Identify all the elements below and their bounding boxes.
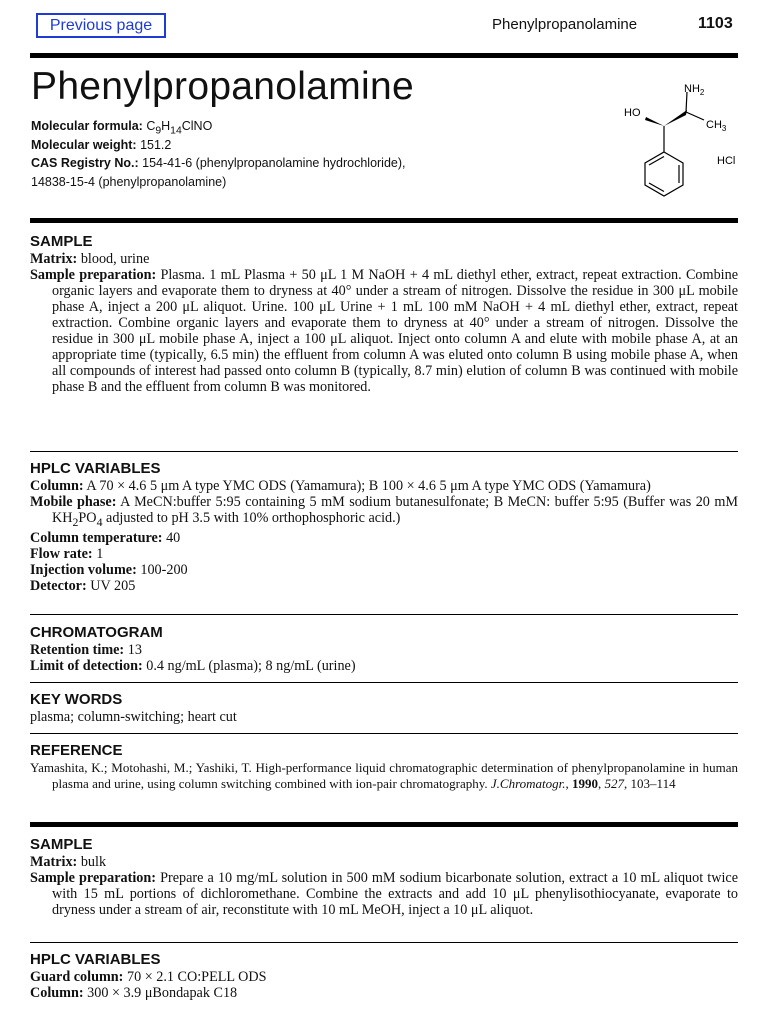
hplc-heading: HPLC VARIABLES <box>30 951 161 968</box>
matrix-field: Matrix: blood, urine <box>30 251 150 267</box>
guard-column-field: Guard column: 70 × 2.1 CO:PELL ODS <box>30 969 267 985</box>
divider <box>30 733 738 734</box>
matrix-field: Matrix: bulk <box>30 854 107 870</box>
running-title: Phenylpropanolamine <box>492 16 638 33</box>
flow-rate-field: Flow rate: 1 <box>30 545 104 562</box>
chromatogram-section <box>30 624 738 674</box>
benzene-ring <box>645 152 683 196</box>
keywords-text: plasma; column-switching; heart cut <box>30 709 237 725</box>
cas-registry-cont: 14838-15-4 (phenylpropanolamine) <box>31 175 227 189</box>
limit-of-detection-field: Limit of detection: 0.4 ng/mL (plasma); 8 ng/mL (urine) <box>30 658 356 674</box>
hplc-section-1 <box>30 460 738 594</box>
molecular-formula <box>31 119 212 137</box>
formula-label: Molecular formula: <box>31 119 143 133</box>
hplc-heading: HPLC VARIABLES <box>30 460 161 477</box>
keywords-heading: KEY WORDS <box>30 691 123 708</box>
mobile-phase-field: Mobile phase: A MeCN:buffer 5:95 containing 5 mM sodium butanesulfonate; B MeCN: buffer 5:95 (Buffer was 20 mM $KH_2PO_4$ adjusted to pH 3.5 with 10% orthophosphoric acid.) <box>30 494 739 529</box>
sample-section-1 <box>30 233 738 395</box>
divider <box>30 682 738 683</box>
reference-citation: Yamashita, K.; Motohashi, M.; Yashiki, T. High-performance liquid chromatographic determination of phenylpropanolamine in human plasma and urine, using column switching combined with ion-pair chromatography. J.Chromatogr., 1990, 527, 103–114 <box>30 760 738 791</box>
column-temperature-field: Column temperature: 40 <box>30 529 181 546</box>
title-bottom-rule <box>30 218 738 223</box>
reference-section <box>30 742 738 791</box>
detector-field: Detector: UV 205 <box>30 577 136 594</box>
chromatogram-heading: CHROMATOGRAM <box>30 624 163 641</box>
retention-time-field: Retention time: 13 <box>30 642 142 658</box>
previous-page-button[interactable]: Previous page <box>36 13 166 38</box>
ho-label: HO <box>624 107 641 119</box>
hcl-label: HCl <box>717 155 736 167</box>
keywords-section <box>30 691 738 725</box>
divider <box>30 451 738 452</box>
nh2-label: $NH_2$ <box>684 83 705 97</box>
page-number: 1103 <box>698 15 733 32</box>
sample-prep-field: Sample preparation: Prepare a 10 mg/mL solution in 500 mM sodium bicarbonate solution, extract a 10 mL aliquot twice with 15 mL portions of dichloromethane. Combine the extracts and add 10 μL phenylisothiocyanate, evaporate to dryness under a stream of air, reconstitute with 10 mL MeOH, inject a 10 μL aliquot. <box>30 870 739 918</box>
sample-heading: SAMPLE <box>30 233 93 250</box>
molecular-weight: Molecular weight: 151.2 <box>31 138 172 152</box>
sample-section-2 <box>30 836 738 918</box>
formula-value: $C_9H_{14}ClNO$ <box>146 119 213 137</box>
injection-volume-field: Injection volume: 100-200 <box>30 561 188 578</box>
wedge-bond-1 <box>664 110 687 126</box>
divider <box>30 942 738 943</box>
column-field: Column: 300 × 3.9 μBondapak C18 <box>30 985 238 1001</box>
sample-heading: SAMPLE <box>30 836 93 853</box>
divider <box>30 614 738 615</box>
methyl-bond <box>686 112 704 120</box>
cas-registry: CAS Registry No.: 154-41-6 (phenylpropanolamine hydrochloride), <box>31 156 406 170</box>
chemical-structure <box>600 78 745 203</box>
compound-title: Phenylpropanolamine <box>31 65 414 108</box>
wedge-bond-2 <box>645 117 664 126</box>
amine-bond <box>686 92 687 112</box>
sample-prep-field: Sample preparation: Plasma. 1 mL Plasma + 50 μL 1 M NaOH + 4 mL diethyl ether, extract, repeat extraction. Combine organic layers and evaporate them to dryness at 40° under a stream of nitrogen. Dissolve the residue in 300 μL mobile phase A, inject a 200 μL aliquot. Urine. 100 μL Urine + 1 mL 100 mM NaOH + 4 mL diethyl ether, extract, repeat extraction. Combine organic layers and evaporate them to dryness at 40° under a stream of nitrogen. Dissolve the residue in 300 μL mobile phase A, inject a 100 μL aliquot. Inject onto column A and elute with mobile phase A, at an appropriate time (typically, 6.5 min) the effluent from column A was eluted onto column B using mobile phase A, when all compounds of interest had passed onto column B (typically, 8.7 min) elution of column B was continued with mobile phase B and the effluent from column B was monitored. <box>30 267 738 395</box>
ch3-label: $CH_3$ <box>706 119 727 133</box>
reference-heading: REFERENCE <box>30 742 123 759</box>
hplc-section-2 <box>30 951 738 1001</box>
top-rule <box>30 53 738 58</box>
record-separator-rule <box>30 822 738 827</box>
column-field: Column: A 70 × 4.6 5 μm A type YMC ODS (Yamamura); B 100 × 4.6 5 μm A type YMC ODS (Yamamura) <box>30 478 651 494</box>
